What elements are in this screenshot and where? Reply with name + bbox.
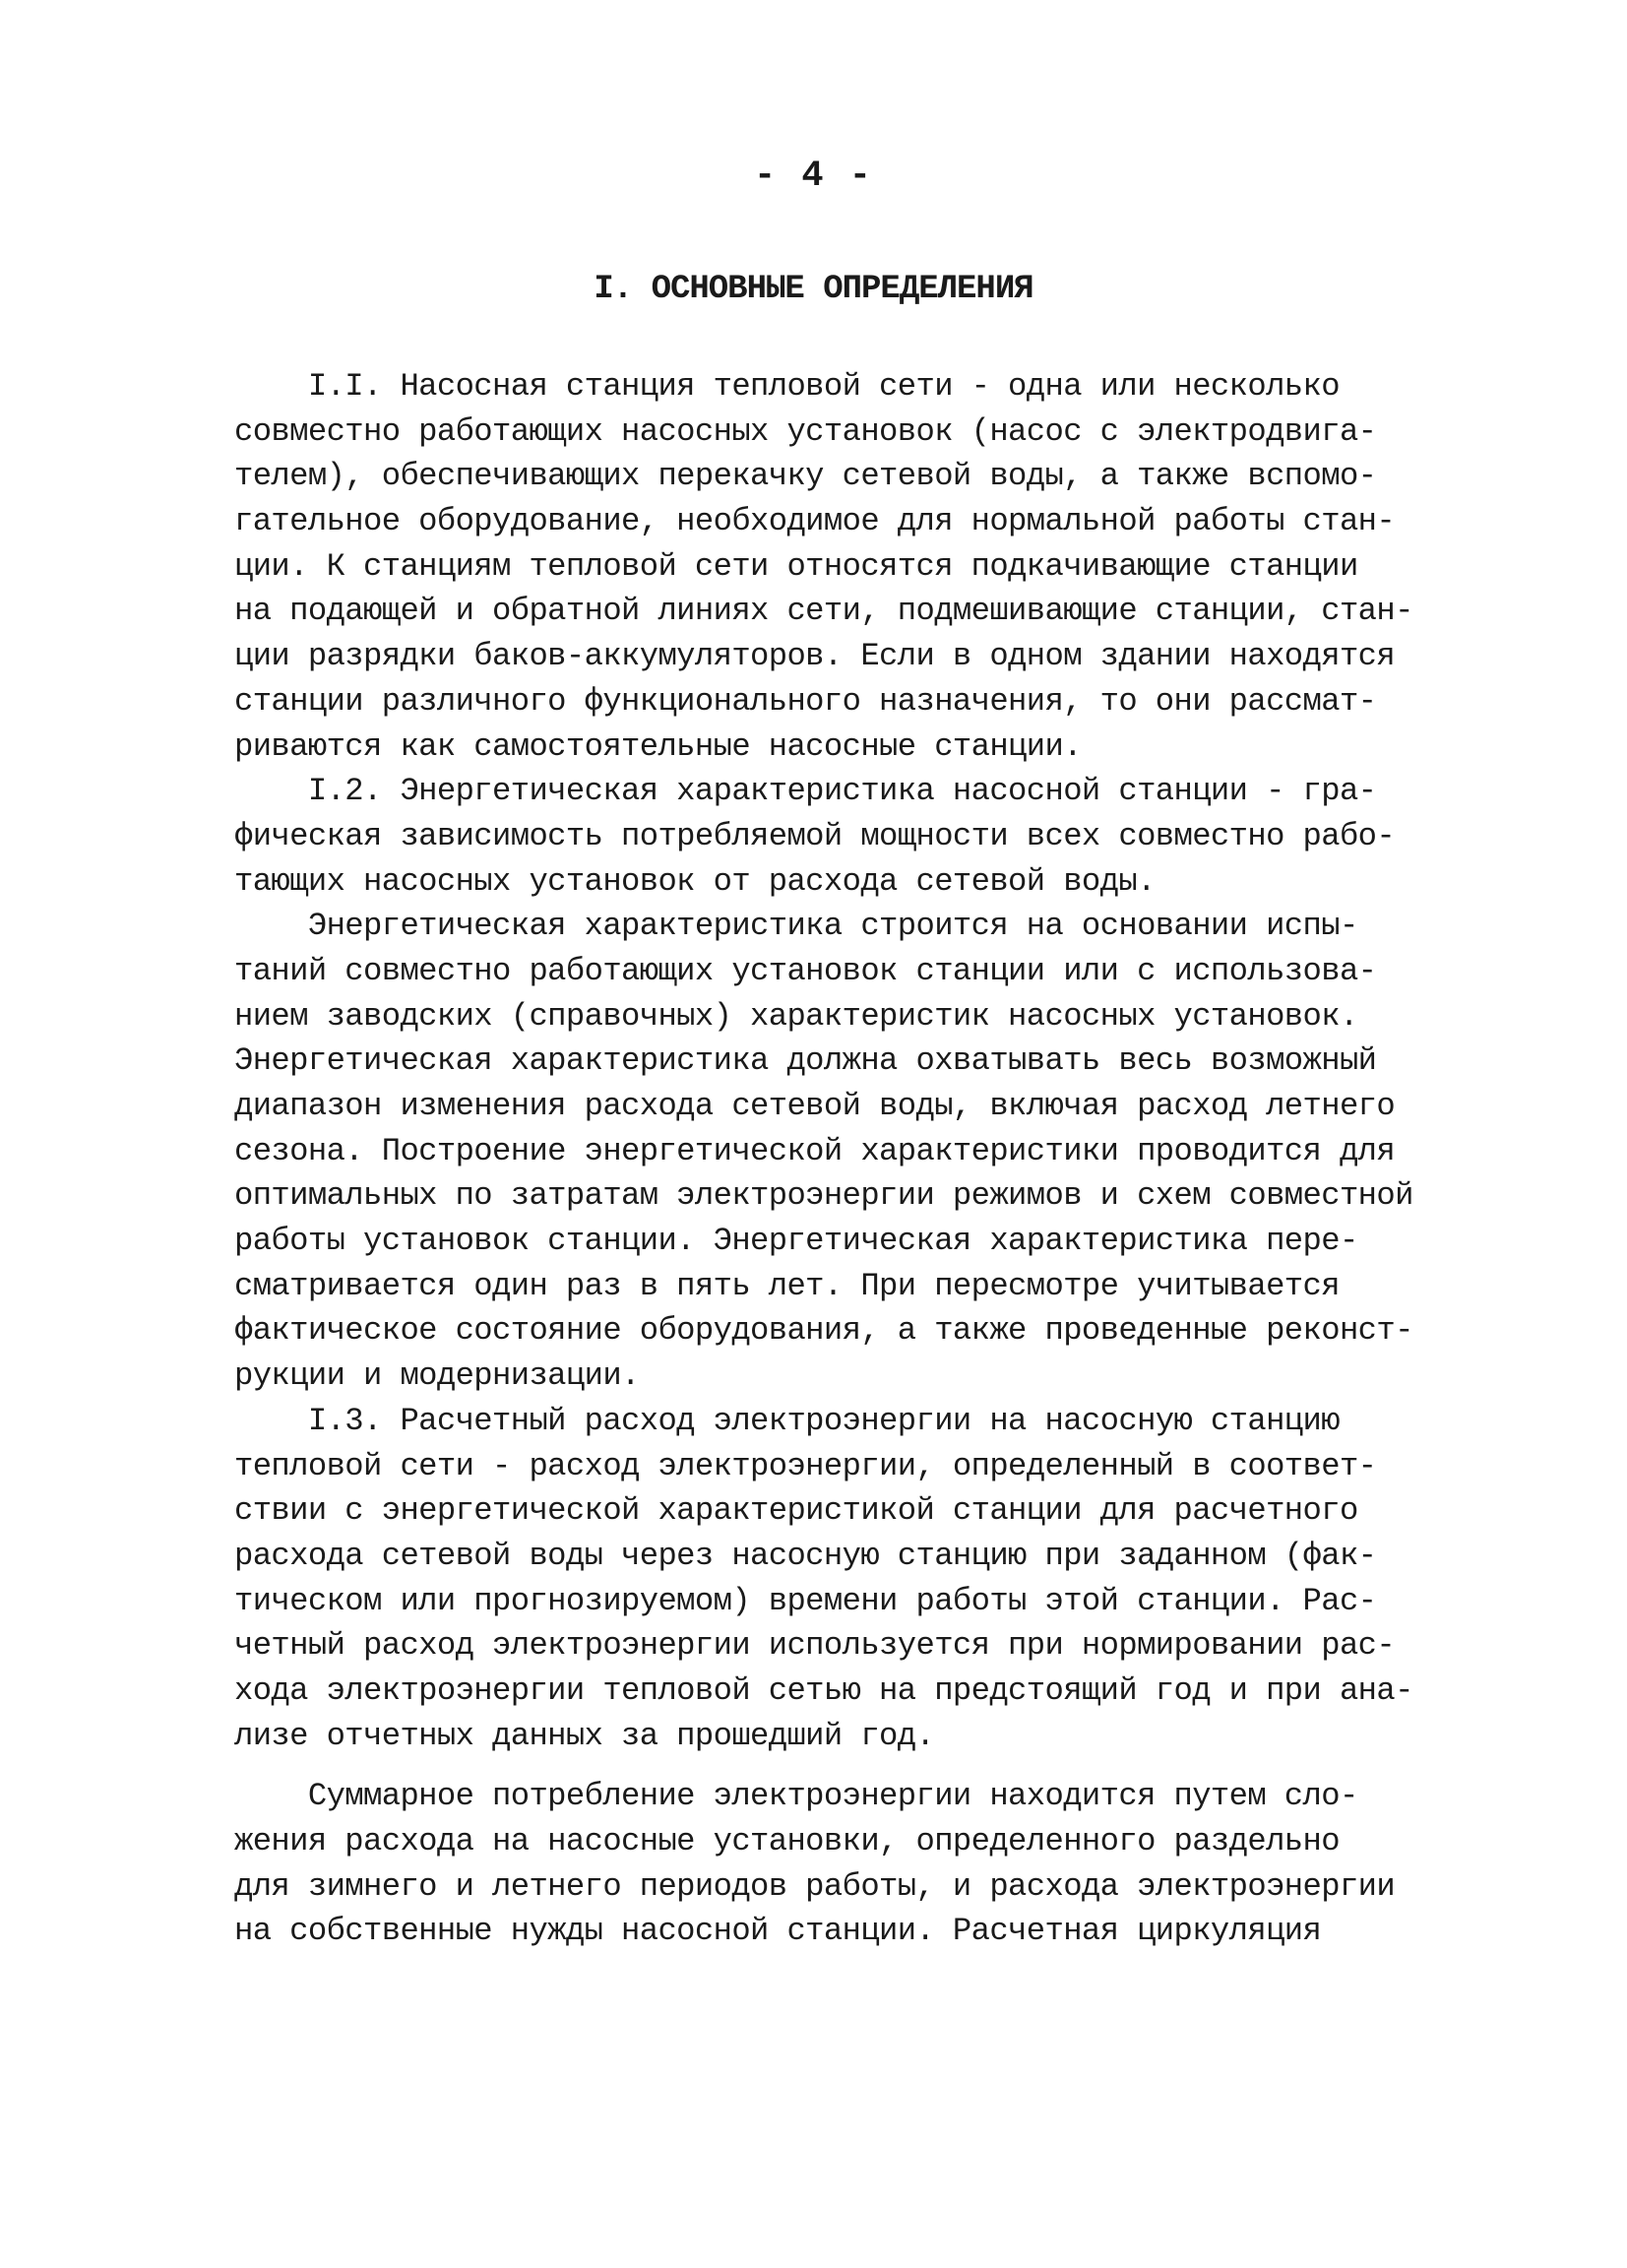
text-line: ствии с энергетической характеристикой станции для расчетного — [234, 1492, 1358, 1530]
text-line: I.I. Насосная станция тепловой сети - одна или несколько — [234, 368, 1340, 405]
text-line: таний совместно работающих установок станции или с использова- — [234, 952, 1377, 989]
text-line: тическом или прогнозируемом) времени работы этой станции. Рас- — [234, 1582, 1377, 1619]
text-line: оптимальных по затратам электроэнергии режимов и схем совместной — [234, 1177, 1413, 1215]
text-line: гательное оборудование, необходимое для нормальной работы стан- — [234, 503, 1396, 540]
text-line: диапазон изменения расхода сетевой воды, включая расход летнего — [234, 1088, 1396, 1124]
text-line: Энергетическая характеристика строится на основании испы- — [234, 908, 1358, 945]
text-line: для зимнего и летнего периодов работы, и расхода электроэнергии — [234, 1867, 1396, 1905]
text-line: тепловой сети - расход электроэнергии, определенный в соответ- — [234, 1447, 1377, 1484]
paragraph-1-3 — [234, 1399, 1445, 1759]
text-line: I.2. Энергетическая характеристика насосной станции - гра- — [234, 773, 1377, 810]
text-line: станции различного функционального назначения, то они рассмат- — [234, 682, 1377, 720]
text-line: сезона. Построение энергетической характеристики проводится для — [234, 1132, 1396, 1169]
text-line: на собственные нужды насосной станции. Расчетная циркуляция — [234, 1913, 1322, 1950]
text-line: лизе отчетных данных за прошедший год. — [234, 1717, 935, 1754]
text-line: телем), обеспечивающих перекачку сетевой воды, а также вспомо- — [234, 458, 1377, 495]
text-line: I.3. Расчетный расход электроэнергии на насосную станцию — [234, 1402, 1340, 1439]
text-line: фактическое состояние оборудования, а также проведенные реконст- — [234, 1312, 1413, 1350]
text-line: нием заводских (справочных) характеристик насосных установок. — [234, 997, 1358, 1035]
text-line: совместно работающих насосных установок (насос с электродвига- — [234, 412, 1377, 450]
text-line: Суммарное потребление электроэнергии находится путем сло- — [234, 1778, 1358, 1815]
page-number: - 4 - — [753, 156, 874, 197]
paragraph-1-1 — [234, 364, 1445, 769]
text-line: хода электроэнергии тепловой сетью на предстоящий год и при ана- — [234, 1671, 1413, 1709]
text-line: рукции и модернизации. — [234, 1357, 640, 1395]
paragraph-spacer — [234, 1758, 1445, 1774]
text-line: Энергетическая характеристика должна охватывать весь возможный — [234, 1042, 1377, 1080]
paragraph-1-2 — [234, 769, 1445, 904]
text-line: ции разрядки баков-аккумуляторов. Если в одном здании находятся — [234, 638, 1396, 675]
text-line: работы установок станции. Энергетическая характеристика пере- — [234, 1223, 1358, 1260]
text-line: на подающей и обратной линиях сети, подмешивающие станции, стан- — [234, 593, 1413, 630]
paragraph-total-consumption — [234, 1774, 1445, 1954]
text-line: фическая зависимость потребляемой мощности всех совместно рабо- — [234, 817, 1396, 854]
section-title: I. ОСНОВНЫЕ ОПРЕДЕЛЕНИЯ — [594, 271, 1033, 308]
text-line: риваются как самостоятельные насосные станции. — [234, 727, 1082, 765]
text-line: жения расхода на насосные установки, определенного раздельно — [234, 1823, 1340, 1859]
paragraph-energy-characteristic — [234, 904, 1445, 1399]
text-line: расхода сетевой воды через насосную станцию при заданном (фак- — [234, 1537, 1377, 1574]
text-line: тающих насосных установок от расхода сетевой воды. — [234, 862, 1156, 900]
text-line: сматривается один раз в пять лет. При пересмотре учитывается — [234, 1267, 1340, 1304]
document-body — [234, 364, 1445, 1954]
text-line: четный расход электроэнергии используется при нормировании рас- — [234, 1627, 1396, 1665]
text-line: ции. К станциям тепловой сети относятся подкачивающие станции — [234, 547, 1358, 585]
